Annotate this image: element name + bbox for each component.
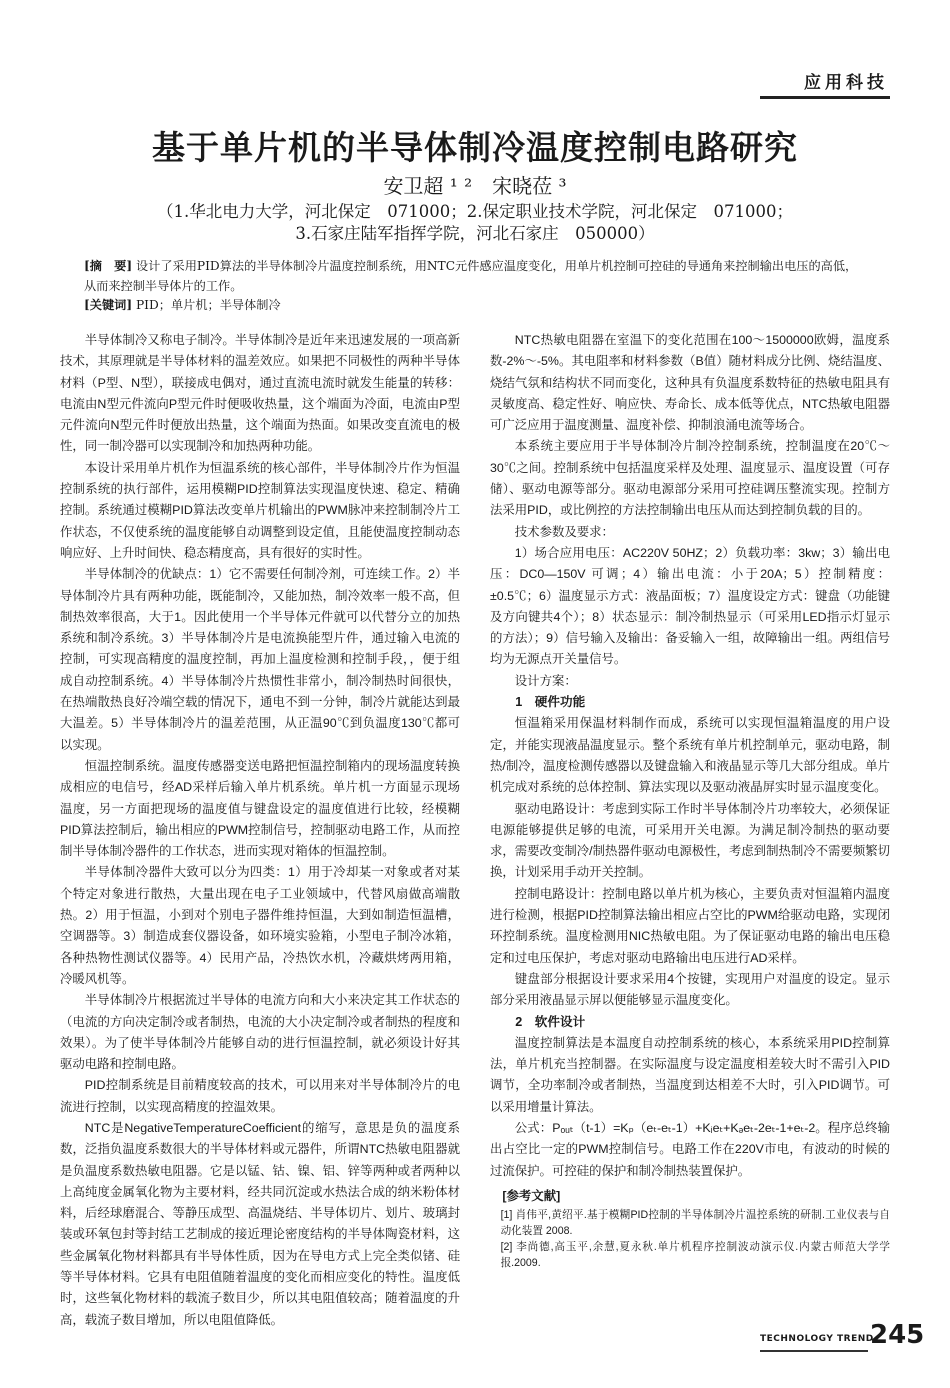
paragraph: 本设计采用单片机作为恒温系统的核心部件，半导体制冷片作为恒温控制系统的执行部件，运用模糊PID控制算法实现温度快速、稳定、精确控制。系统通过模糊PID算法改变单片机输出的PWM脉冲来控制制冷片工作状态，不仅使系统的温度能够自动调整到设定值，且能使温度控制动态响应好、上升时间快、稳态精度高，具有很好的实时性。 bbox=[60, 460, 460, 560]
paragraph: 温度控制算法是本温度自动控制系统的核心，本系统采用PID控制算法，单片机充当控制器。在实际温度与设定温度相差较大时不需引入PID调节，全功率制冷或者制热，当温度到达相差不大时，引入PID调节。可以采用增量计算法。 bbox=[490, 1035, 890, 1114]
paragraph: 半导体制冷的优缺点：1）它不需要任何制冷剂，可连续工作。2）半导体制冷片具有两种功能，既能制冷，又能加热，制冷效率一般不高，但制热效率很高，大于1。因此使用一个半导体元件就可以代替分立的加热系统和制冷系统。3）半导体制冷片是电流换能型片件，通过输入电流的控制，可实现高精度的温度控制，再加上温度检测和控制手段，，便于组成自动控制系统。4）半导体制冷片热惯性非常小，制冷制热时间很快，在热端散热良好冷端空载的情况下，通电不到一分钟，制冷片就能达到最大温差。5）半导体制冷片的温差范围，从正温90℃到负温度130℃都可以实现。 bbox=[60, 567, 460, 752]
paragraph: 半导体制冷又称电子制冷。半导体制冷是近年来迅速发展的一项高新技术，其原理就是半导体材料的温差效应。如果把不同极性的两种半导体材料（P型、N型），联接成电偶对，通过直流电流时就发生能量的转移：电流由N型元件流向P型元件时便吸收热量，这个端面为冷面，电流由P型元件流向N型元件时便放出热量，这个端面为热面。如果改变直流电的极性，同一制冷器可以实现制冷和加热两种功能。 bbox=[60, 333, 460, 454]
paragraph: 设计方案： bbox=[514, 673, 577, 688]
paragraph: 公式：Pₒᵤₜ（t-1）=Kₚ（eₜ-eₜ-1）+Kᵢeₜ+Kₔeₜ-2eₜ-1+eₜ-2。程序总终输出占空比一定的PWM控制信号。电路工作在220V市电，有波动的时候的过流保护。可控硅的保护和制冷制热装置保护。 bbox=[490, 1120, 890, 1178]
page-number: 245 bbox=[870, 1320, 925, 1350]
paper-title: 基于单片机的半导体制冷温度控制电路研究 bbox=[152, 128, 798, 167]
journal-name: TECHNOLOGY TREND bbox=[760, 1334, 874, 1344]
paragraph: 本系统主要应用于半导体制冷片制冷控制系统，控制温度在20℃～30℃之间。控制系统中包括温度采样及处理、温度显示、温度设置（可存储）、驱动电源等部分。驱动电源部分采用可控硅调压整流实现。控制方法采用PID，或比例控的方法控制输出电压从而达到控制负载的目的。 bbox=[490, 439, 890, 518]
affiliation-line-1: （1.华北电力大学，河北保定 071000；2.保定职业技术学院，河北保定 071000； bbox=[157, 202, 793, 221]
keywords-text: PID；单片机；半导体制冷 bbox=[135, 298, 281, 312]
paragraph: NTC是NegativeTemperatureCoefficient的缩写，意思是负的温度系数，泛指负温度系数很大的半导体材料或元器件，所谓NTC热敏电阻器就是负温度系数热敏电阻器。它是以锰、钴、镍、铝、锌等两种或者两种以上高纯度金属氧化物为主要材料，经共同沉淀或水热法合成的纳米粉体材料，后经球磨混合、等静压成型、高温烧结、半导体切片、划片、玻璃封装或环氧包封等封结工艺制成的接近理论密度结构的半导体陶瓷材料，这些金属氧化物材料都具有半导体性质，因为在导电方式上完全类似锗、硅等半导体材料。它具有电阻值随着温度的变化而相应变化的特性。温度低时，这些氧化物材料的载流子数目少，所以其电阻值较高；随着温度的升高，载流子数目增加，所以电阻值降低。 bbox=[60, 1120, 460, 1327]
section-heading-hardware: 1 硬件功能 bbox=[515, 695, 586, 710]
paragraph: NTC热敏电阻器在室温下的变化范围在100～1500000欧姆，温度系数-2%～-5%。其电阻率和材料参数（B值）随材料成分比例、烧结温度、烧结气氛和结构状不同而变化，这种具有负温度系数特征的热敏电阻具有灵敏度高、稳定性好、响应快、寿命长、成本低等优点，NTC热敏电阻器可广泛应用于温度测量、温度补偿、抑制浪涌电流等场合。 bbox=[490, 333, 890, 433]
paper-authors: 安卫超 ¹ ² 宋晓莅 ³ bbox=[383, 174, 567, 198]
section-heading-software: 2 软件设计 bbox=[515, 1014, 586, 1029]
paragraph: 半导体制冷器件大致可以分为四类：1）用于冷却某一对象或者对某个特定对象进行散热，大量出现在电子工业领域中，代替风扇做高端散热。2）用于恒温，小到对个别电子器件维持恒温，大到如制造恒温槽，空调器等。3）制造成套仪器设备，如环境实验箱，小型电子制冷冰箱，各种热物性测试仪器等。4）民用产品，冷热饮水机，冷藏烘烤两用箱，冷暖风机等。 bbox=[60, 865, 460, 986]
keywords bbox=[84, 296, 868, 313]
paragraph: 恒温箱采用保温材料制作而成，系统可以实现恒温箱温度的用户设定，并能实现液晶温度显示。整个系统有单片机控制单元，驱动电路，制热/制冷，温度检测传感器以及键盘输入和液晶显示等几大部分组成。单片机完成对系统的总体控制、算法实现以及驱动液晶屏实时显示温度变化。 bbox=[490, 716, 890, 795]
abstract bbox=[84, 256, 868, 296]
right-column bbox=[490, 330, 890, 1271]
abstract-label: [摘 要] bbox=[84, 259, 133, 273]
section-label: 应用科技 bbox=[804, 73, 888, 93]
paragraph: 技术参数及要求： bbox=[514, 524, 614, 539]
footer-rule bbox=[760, 1350, 868, 1352]
paragraph: 恒温控制系统。温度传感器变送电路把恒温控制箱内的现场温度转换成相应的电信号，经AD采样后输入单片机系统。单片机一方面显示现场温度，另一方面把现场的温度值与键盘设定的温度值进行比较，经模糊PID算法控制后，输出相应的PWM控制信号，控制驱动电路工作，从而控制半导体制冷器件的工作状态，进而实现对箱体的恒温控制。 bbox=[60, 758, 460, 859]
reference-item: [1] 肖伟平,黄绍平.基于模糊PID控制的半导体制冷片温控系统的研制.工业仪表与自动化装置 2008. bbox=[500, 1209, 890, 1238]
references-title: [参考文献] bbox=[502, 1188, 561, 1203]
paragraph: 1）场合应用电压：AC220V 50HZ；2）负载功率：3kw；3）输出电压：DC0—150V 可调；4）输出电流：小于20A；5）控制精度：±0.5℃；6）温度显示方式：液晶面板；7）温度设定方式：键盘（功能键及方向键共4个）；8）状态显示：制冷制热显示（可采用LED指示灯显示的方法）；9）信号输入及输出：备妥输入一组，故障输出一组。两组信号均为无源点开关量信号。 bbox=[490, 545, 890, 667]
paragraph: PID控制系统是目前精度较高的技术，可以用来对半导体制冷片的电流进行控制，以实现高精度的控温效果。 bbox=[60, 1078, 460, 1114]
top-rule bbox=[760, 96, 890, 99]
left-column bbox=[60, 330, 460, 1331]
reference-item: [2] 李尚德,高玉平,余慧,夏永秋.单片机程序控制波动演示仪.内蒙古师范大学学报.2009. bbox=[500, 1241, 890, 1270]
keywords-label: [关键词] bbox=[84, 298, 133, 312]
affiliation-line-2: 3.石家庄陆军指挥学院，河北石家庄 050000） bbox=[295, 224, 655, 243]
paragraph: 控制电路设计：控制电路以单片机为核心，主要负责对恒温箱内温度进行检测，根据PID控制算法输出相应占空比的PWM给驱动电路，实现闭环控制系统。温度检测用NIC热敏电阻。为了保证驱动电路的输出电压稳定和过电压保护，考虑对驱动电路输出电压进行AD采样。 bbox=[490, 886, 890, 965]
paragraph: 半导体制冷片根据流过半导体的电流方向和大小来决定其工作状态的（电流的方向决定制冷或者制热，电流的大小决定制冷或者制热的程度和效果）。为了使半导体制冷片能够自动的进行恒温控制，就必须设计好其驱动电路和控制电路。 bbox=[60, 993, 460, 1072]
abstract-text: 设计了采用PID算法的半导体制冷片温度控制系统，用NTC元件感应温度变化，用单片机控制可控硅的导通角来控制输出电压的高低，从而来控制半导体片的工作。 bbox=[84, 259, 858, 293]
paragraph: 键盘部分根据设计要求采用4个按键，实现用户对温度的设定。显示部分采用液晶显示屏以便能够显示温度变化。 bbox=[490, 971, 890, 1008]
paragraph: 驱动电路设计：考虑到实际工作时半导体制冷片功率较大，必须保证电源能够提供足够的电流，可采用开关电源。为满足制冷制热的驱动要求，需要改变制冷/制热器件驱动电源极性，考虑到制热制冷不需要频繁切换，计划采用手动开关控制。 bbox=[490, 801, 890, 880]
